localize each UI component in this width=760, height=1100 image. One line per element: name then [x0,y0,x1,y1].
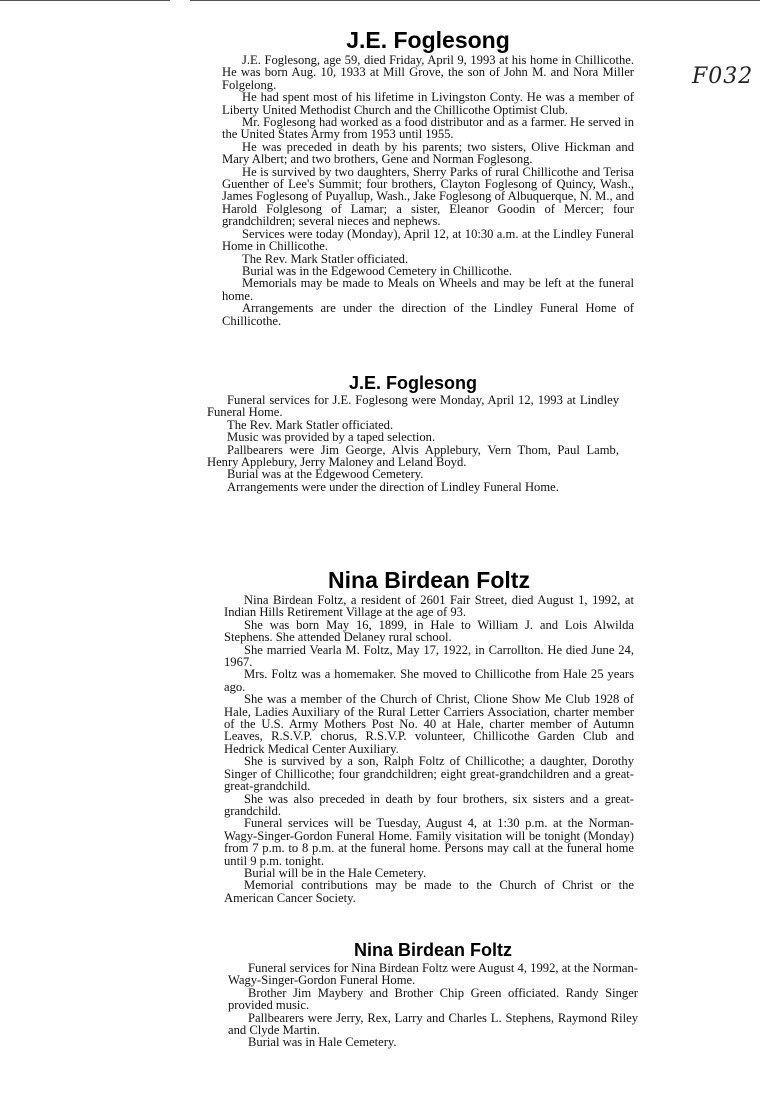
paragraph: Pallbearers were Jim George, Alvis Applebury, Vern Thom, Paul Lamb, Henry Applebury, Jerry Maloney and Leland Boyd. [207,442,619,470]
paragraph: She is survived by a son, Ralph Foltz of Chillicothe; a daughter, Dorothy Singer of Chillicothe; four grandchildren; eight great-grandchildren and a great-great-grandchild. [224,754,634,794]
top-rule-right [190,0,760,1]
paragraph: She married Vearla M. Foltz, May 17, 1922, in Carrollton. He died June 24, 1967. [224,642,634,670]
paragraph: The Rev. Mark Statler officiated. [227,417,394,432]
paragraph: Services were today (Monday), April 12, at 10:30 a.m. at the Lindley Funeral Home in Chillicothe. [222,226,634,254]
paragraph: Funeral services for J.E. Foglesong were Monday, April 12, 1993 at Lindley Funeral Home. [207,393,619,420]
obituary-foltz [224,566,634,904]
paragraph: Memorial contributions may be made to the Church of Christ or the American Cancer Society. [224,878,634,905]
headline: J.E. Foglesong [348,373,477,393]
paragraph: Nina Birdean Foltz, a resident of 2601 Fair Street, died August 1, 1992, at Indian Hills Retirement Village at the age of 93. [224,593,634,620]
paragraph: Pallbearers were Jerry, Rex, Larry and Charles L. Stephens, Raymond Riley and Clyde Martin. [228,1010,638,1038]
paragraph: Arrangements were under the direction of Lindley Funeral Home. [227,479,559,494]
paragraph: She was born May 16, 1899, in Hale to William J. and Lois Alwilda Stephens. She attended Delaney rural school. [224,617,634,645]
paragraph: Burial will be in the Hale Cemetery. [244,865,427,880]
paragraph: Burial was in the Edgewood Cemetery in Chillicothe. [242,263,513,278]
funeral-notice-foltz [228,938,638,1049]
paragraph: J.E. Foglesong, age 59, died Friday, April 9, 1993 at his home in Chillicothe. He was born Aug. 10, 1933 at Mill Grove, the son of John M. and Nora Miller Folgelong. [222,53,634,92]
funeral-notice-foglesong [207,372,619,493]
handwritten-annotation: F032 [692,64,754,89]
paragraph: He is survived by two daughters, Sherry Parks of rural Chillicothe and Terisa Guenther of Lee's Summit; four brothers, Clayton Foglesong of Quincy, Wash., James Foglesong of Puyallup, Wash., Jake Foglesong of Albuquerque, N. M., and Harold Folglesong of Lamar; a sister, Eleanor Goodin of Mercer; four grandchildren; several nieces and nephews. [222,164,634,229]
paragraph: The Rev. Mark Statler officiated. [242,251,409,266]
top-rule-left [0,0,170,1]
headline: Nina Birdean Foltz [353,940,512,960]
paragraph: Burial was at the Edgewood Cemetery. [227,467,424,482]
paragraph: She was a member of the Church of Christ, Clione Show Me Club 1928 of Hale, Ladies Auxiliary of the Rural Letter Carriers Association, charter member of the U.S. Army Mothers Post No. 40 at Hale, charter member of Autumn Leaves, R.S.V.P. chorus, R.S.V.P. volunteer, Chillicothe Garden Club and Hedrick Medical Center Auxiliary. [224,692,634,756]
paragraph: Memorials may be made to Meals on Wheels and may be left at the funeral home. [222,276,634,303]
paragraph: Funeral services for Nina Birdean Foltz were August 4, 1992, at the Norman-Wagy-Singer-Gordon Funeral Home. [228,961,638,988]
paragraph: Mrs. Foltz was a homemaker. She moved to Chillicothe from Hale 25 years ago. [224,667,634,694]
paragraph: Funeral services will be Tuesday, August 4, at 1:30 p.m. at the Norman-Wagy-Singer-Gordon Funeral Home. Family visitation will be tonight (Monday) from 7 p.m. to 8 p.m. at the funeral home. Persons may call at the funeral home until 9 p.m. tonight. [224,816,634,868]
obituary-foglesong [222,26,634,327]
paragraph: She was also preceded in death by four brothers, six sisters and a great-grandchild. [224,791,634,818]
paragraph: He was preceded in death by his parents; two sisters, Olive Hickman and Mary Albert; and two brothers, Gene and Norman Foglesong. [222,139,634,167]
paragraph: Mr. Foglesong had worked as a food distributor and as a farmer. He served in the United States Army from 1953 until 1955. [222,115,634,142]
paragraph: He had spent most of his lifetime in Livingston Conty. He was a member of Liberty United Methodist Church and the Chillicothe Optimist Club. [222,90,634,117]
headline: Nina Birdean Foltz [328,567,530,593]
headline: J.E. Foglesong [346,27,510,53]
paragraph: Burial was in Hale Cemetery. [248,1035,397,1050]
paragraph: Brother Jim Maybery and Brother Chip Green officiated. Randy Singer provided music. [228,985,638,1013]
paragraph: Arrangements are under the direction of the Lindley Funeral Home of Chillicothe. [222,301,634,328]
paragraph: Music was provided by a taped selection. [227,430,436,445]
